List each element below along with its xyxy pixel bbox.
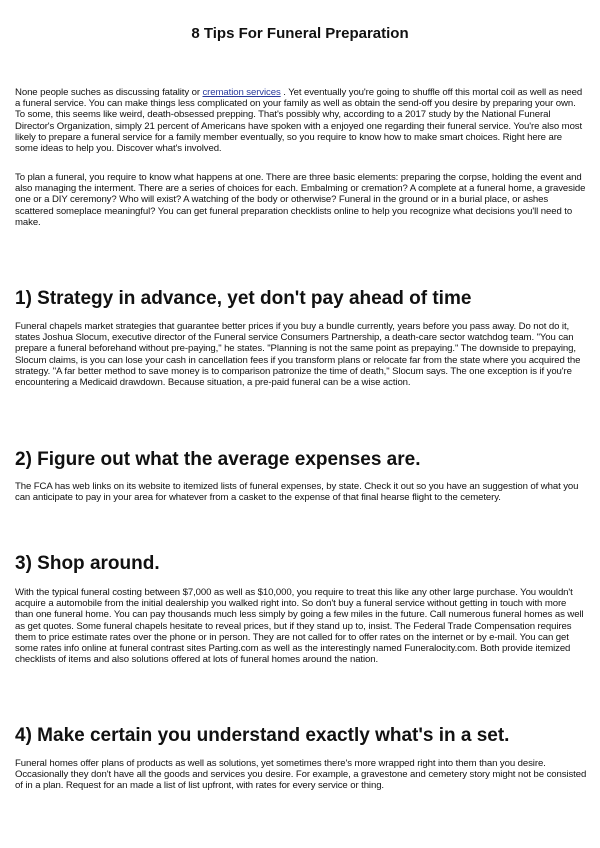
section-3-heading: 3) Shop around.: [15, 553, 160, 574]
cremation-services-link[interactable]: cremation services: [202, 87, 281, 98]
section-3-body: With the typical funeral costing between $7,000 as well as $10,000, you require to treat this like any other large purchase. You wouldn't acquire a automobile from the initial dealership you walked right into. So don't buy a funeral service without getting in touch with more than one funeral home. You can pay thousands much less simply by going a few miles in the future. Call numerous funeral homes as well as get quotes. Some funeral chapels hesitate to reveal prices, but if they stand up to, insist. The Federal Trade Compensation requires them to price estimate rates over the phone or in person. They are not called for to offer rates on the internet or by e-mail. You can get some rates info online at funeral contrast sites Parting.com as well as the interestingly named Funeralocity.com. Both provide itemized checklists of items and also solutions offered at lots of funeral homes around the nation.: [15, 587, 584, 666]
intro-paragraph: [15, 87, 587, 154]
intro-text-before-link: None people suches as discussing fatality or: [15, 87, 203, 98]
intro-text-after-link: . Yet eventually you're going to shuffle off this mortal coil as well as need a funeral service. You can make things less complicated on your family as well as obtain the send-off you desire by preparing your own. To some, this seems like weird, death-obsessed prepping. That's possibly why, according to a 2017 study by the National Funeral Director's Organization, simply 21 percent of Americans have spoken with a enjoyed one regarding their funeral service. You're also most likely to prepare a funeral service for a family member eventually, so you require to know how to make smart choices. Right here are some ideas to help you. Discover what's involved.: [15, 87, 583, 155]
document-title: 8 Tips For Funeral Preparation: [191, 25, 409, 42]
section-4-body: Funeral homes offer plans of products as well as solutions, yet sometimes there's more wrapped right into them than you desire. Occasionally they don't have all the goods and services you desire. For example, a gravestone and cemetery story might not be consisted of in a plan. Request for an made a list of list upfront, with rates for every service or thing.: [15, 758, 587, 792]
section-1-heading: 1) Strategy in advance, yet don't pay ahead of time: [15, 288, 472, 309]
section-2-heading: 2) Figure out what the average expenses are.: [15, 449, 421, 470]
section-2-body: The FCA has web links on its website to itemized lists of funeral expenses, by state. Check it out so you have an suggestion of what you can anticipate to pay in your area for whatever from a casket to the expense of that final hearse flight to the cemetery.: [15, 481, 579, 504]
planning-paragraph: To plan a funeral, you require to know what happens at one. There are three basic elements: preparing the corpse, holding the event and also managing the interment. There are a series of choices for each. Embalming or cremation? A complete at a funeral home, a graveside one or a DIY ceremony? Who will exist? A watching of the body or otherwise? Funeral in the ground or in a burial place, or ashes scattered someplace meaningful? You can get funeral preparation checklists online to help you recognize what decisions you'll need to make.: [15, 172, 586, 228]
section-1-body: Funeral chapels market strategies that guarantee better prices if you buy a bundle currently, years before you pass away. Do not do it, states Joshua Slocum, executive director of the Funeral service Consumers Partnership, a death-care sector watchdog team. "You can prepare a funeral beforehand without pre-paying," he states. "Planning is not the same point as prepaying." The downside to prepaying, Slocum claims, is you can lose your cash in cancellation fees if you transform plans or relocate far from the state where you acquired the strategy. "A far better method to save money is to comparison patronize the time of death," Slocum says. The one exception is if you're encountering a Medicaid drawdown. Because situation, a pre-paid funeral can be a wise action.: [15, 321, 581, 389]
section-4-heading: 4) Make certain you understand exactly what's in a set.: [15, 725, 510, 746]
